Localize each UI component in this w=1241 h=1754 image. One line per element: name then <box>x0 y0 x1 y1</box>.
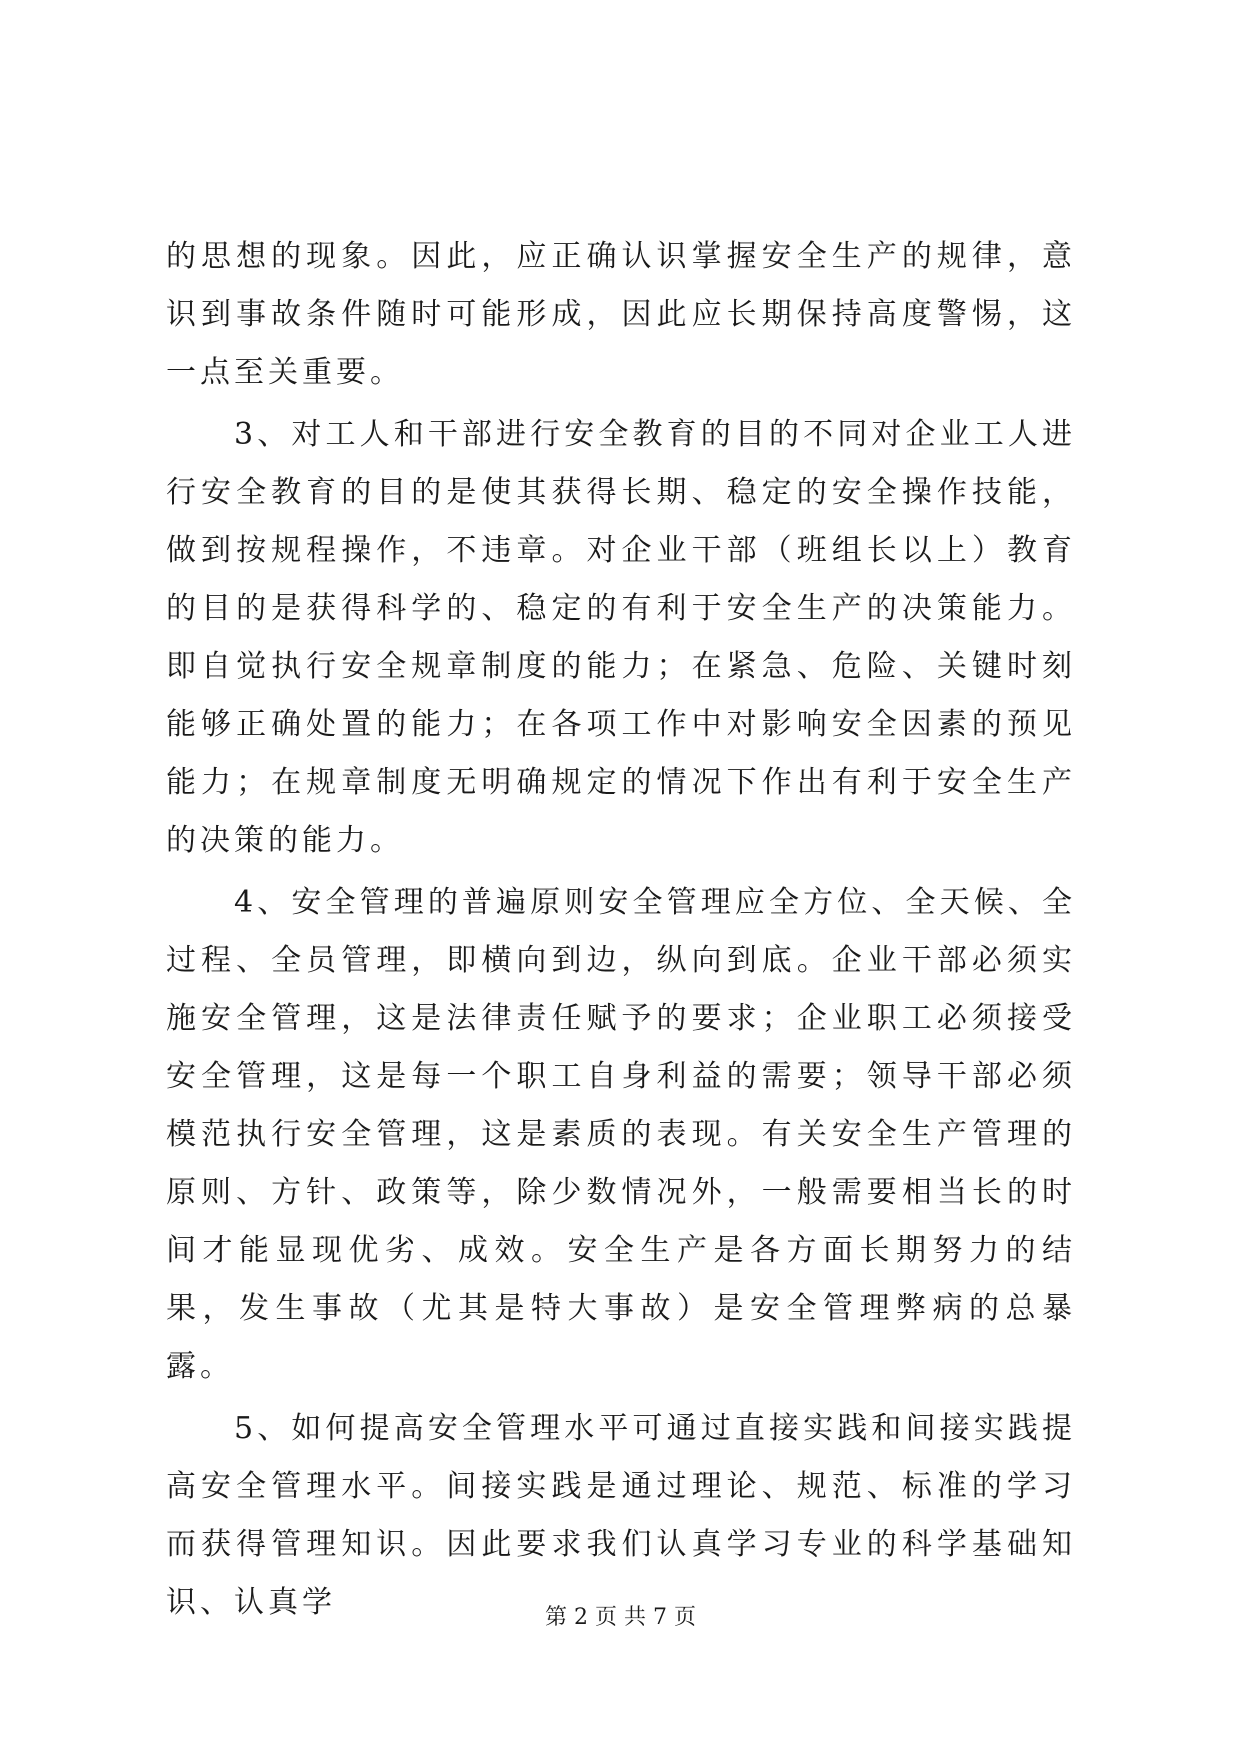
paragraph-item-5: 5、如何提高安全管理水平可通过直接实践和间接实践提高安全管理水平。间接实践是通过理论、规范、标准的学习而获得管理知识。因此要求我们认真学习专业的科学基础知识、认真学 <box>166 1411 1076 1620</box>
paragraph-continuation: 的思想的现象。因此，应正确认识掌握安全生产的规律，意识到事故条件随时可能形成，因此应长期保持高度警惕，这一点至关重要。 <box>166 239 1076 390</box>
paragraph-item-4: 4、安全管理的普遍原则安全管理应全方位、全天候、全过程、全员管理，即横向到边，纵向到底。企业干部必须实施安全管理，这是法律责任赋予的要求；企业职工必须接受安全管理，这是每一个职工自身利益的需要；领导干部必须模范执行安全管理，这是素质的表现。有关安全生产管理的原则、方针、政策等，除少数情况外，一般需要相当长的时间才能显现优劣、成效。安全生产是各方面长期努力的结果，发生事故（尤其是特大事故）是安全管理弊病的总暴露。 <box>166 885 1076 1384</box>
page-number-footer: 第 2 页 共 7 页 <box>545 1605 696 1630</box>
document-body <box>166 228 1076 1636</box>
paragraph-item-3: 3、对工人和干部进行安全教育的目的不同对企业工人进行安全教育的目的是使其获得长期、稳定的安全操作技能，做到按规程操作，不违章。对企业干部（班组长以上）教育的目的是获得科学的、稳定的有利于安全生产的决策能力。即自觉执行安全规章制度的能力；在紧急、危险、关键时刻能够正确处置的能力；在各项工作中对影响安全因素的预见能力；在规章制度无明确规定的情况下作出有利于安全生产的决策的能力。 <box>166 417 1076 858</box>
